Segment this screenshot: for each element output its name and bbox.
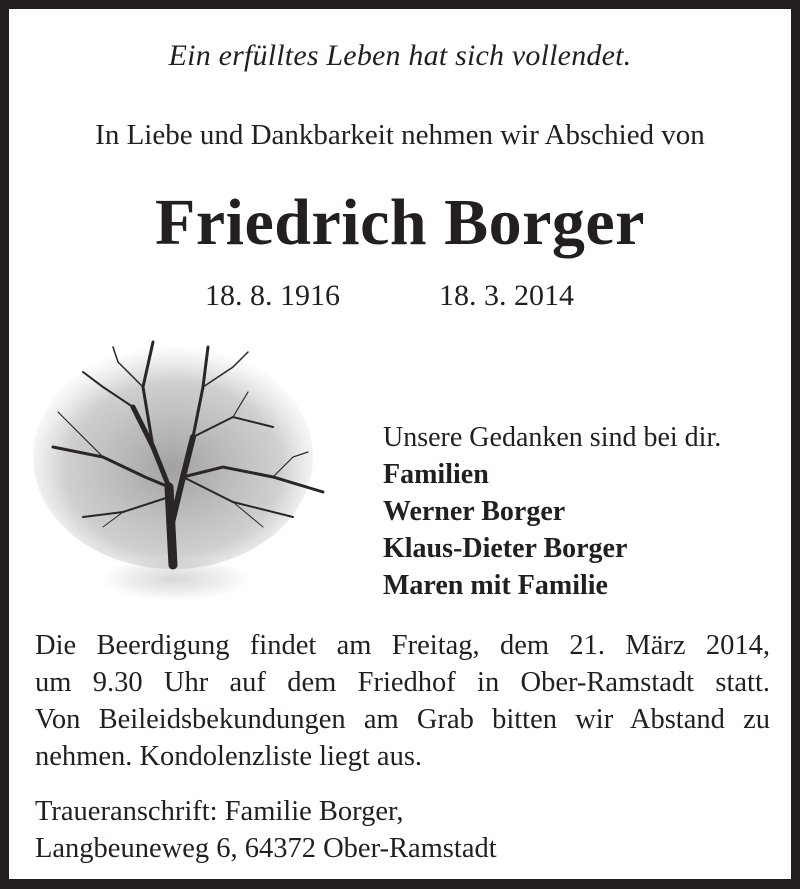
motto: Ein erfülltes Leben hat sich vollendet.	[168, 39, 632, 72]
intro-text: In Liebe und Dankbarkeit nehmen wir Abschied von	[95, 119, 705, 151]
funeral-line: Von Beileidsbekundungen am Grab bitten wir Abstand zu	[35, 704, 770, 735]
funeral-line: nehmen. Kondolenzliste liegt aus.	[35, 741, 423, 772]
mourner-line: Familien	[383, 459, 489, 490]
tree-image	[33, 327, 333, 607]
address-line: Traueranschrift: Familie Borger,	[35, 796, 404, 827]
mourners-block	[383, 419, 721, 604]
death-date: 18. 3. 2014	[439, 279, 574, 312]
mourner-line: Klaus-Dieter Borger	[383, 533, 628, 564]
birth-date: 18. 8. 1916	[205, 279, 340, 312]
funeral-info	[35, 627, 770, 775]
mourner-line: Werner Borger	[383, 496, 566, 527]
mourning-address	[35, 793, 497, 867]
deceased-name: Friedrich Borger	[155, 186, 645, 259]
thoughts-line: Unsere Gedanken sind bei dir.	[383, 422, 722, 453]
funeral-line: Die Beerdigung findet am Freitag, dem 21. März 2014,	[35, 630, 770, 661]
mourner-line: Maren mit Familie	[383, 570, 608, 601]
address-line: Langbeuneweg 6, 64372 Ober-Ramstadt	[35, 833, 497, 864]
funeral-line: um 9.30 Uhr auf dem Friedhof in Ober-Ramstadt statt.	[35, 667, 770, 698]
obituary-card	[9, 9, 791, 879]
